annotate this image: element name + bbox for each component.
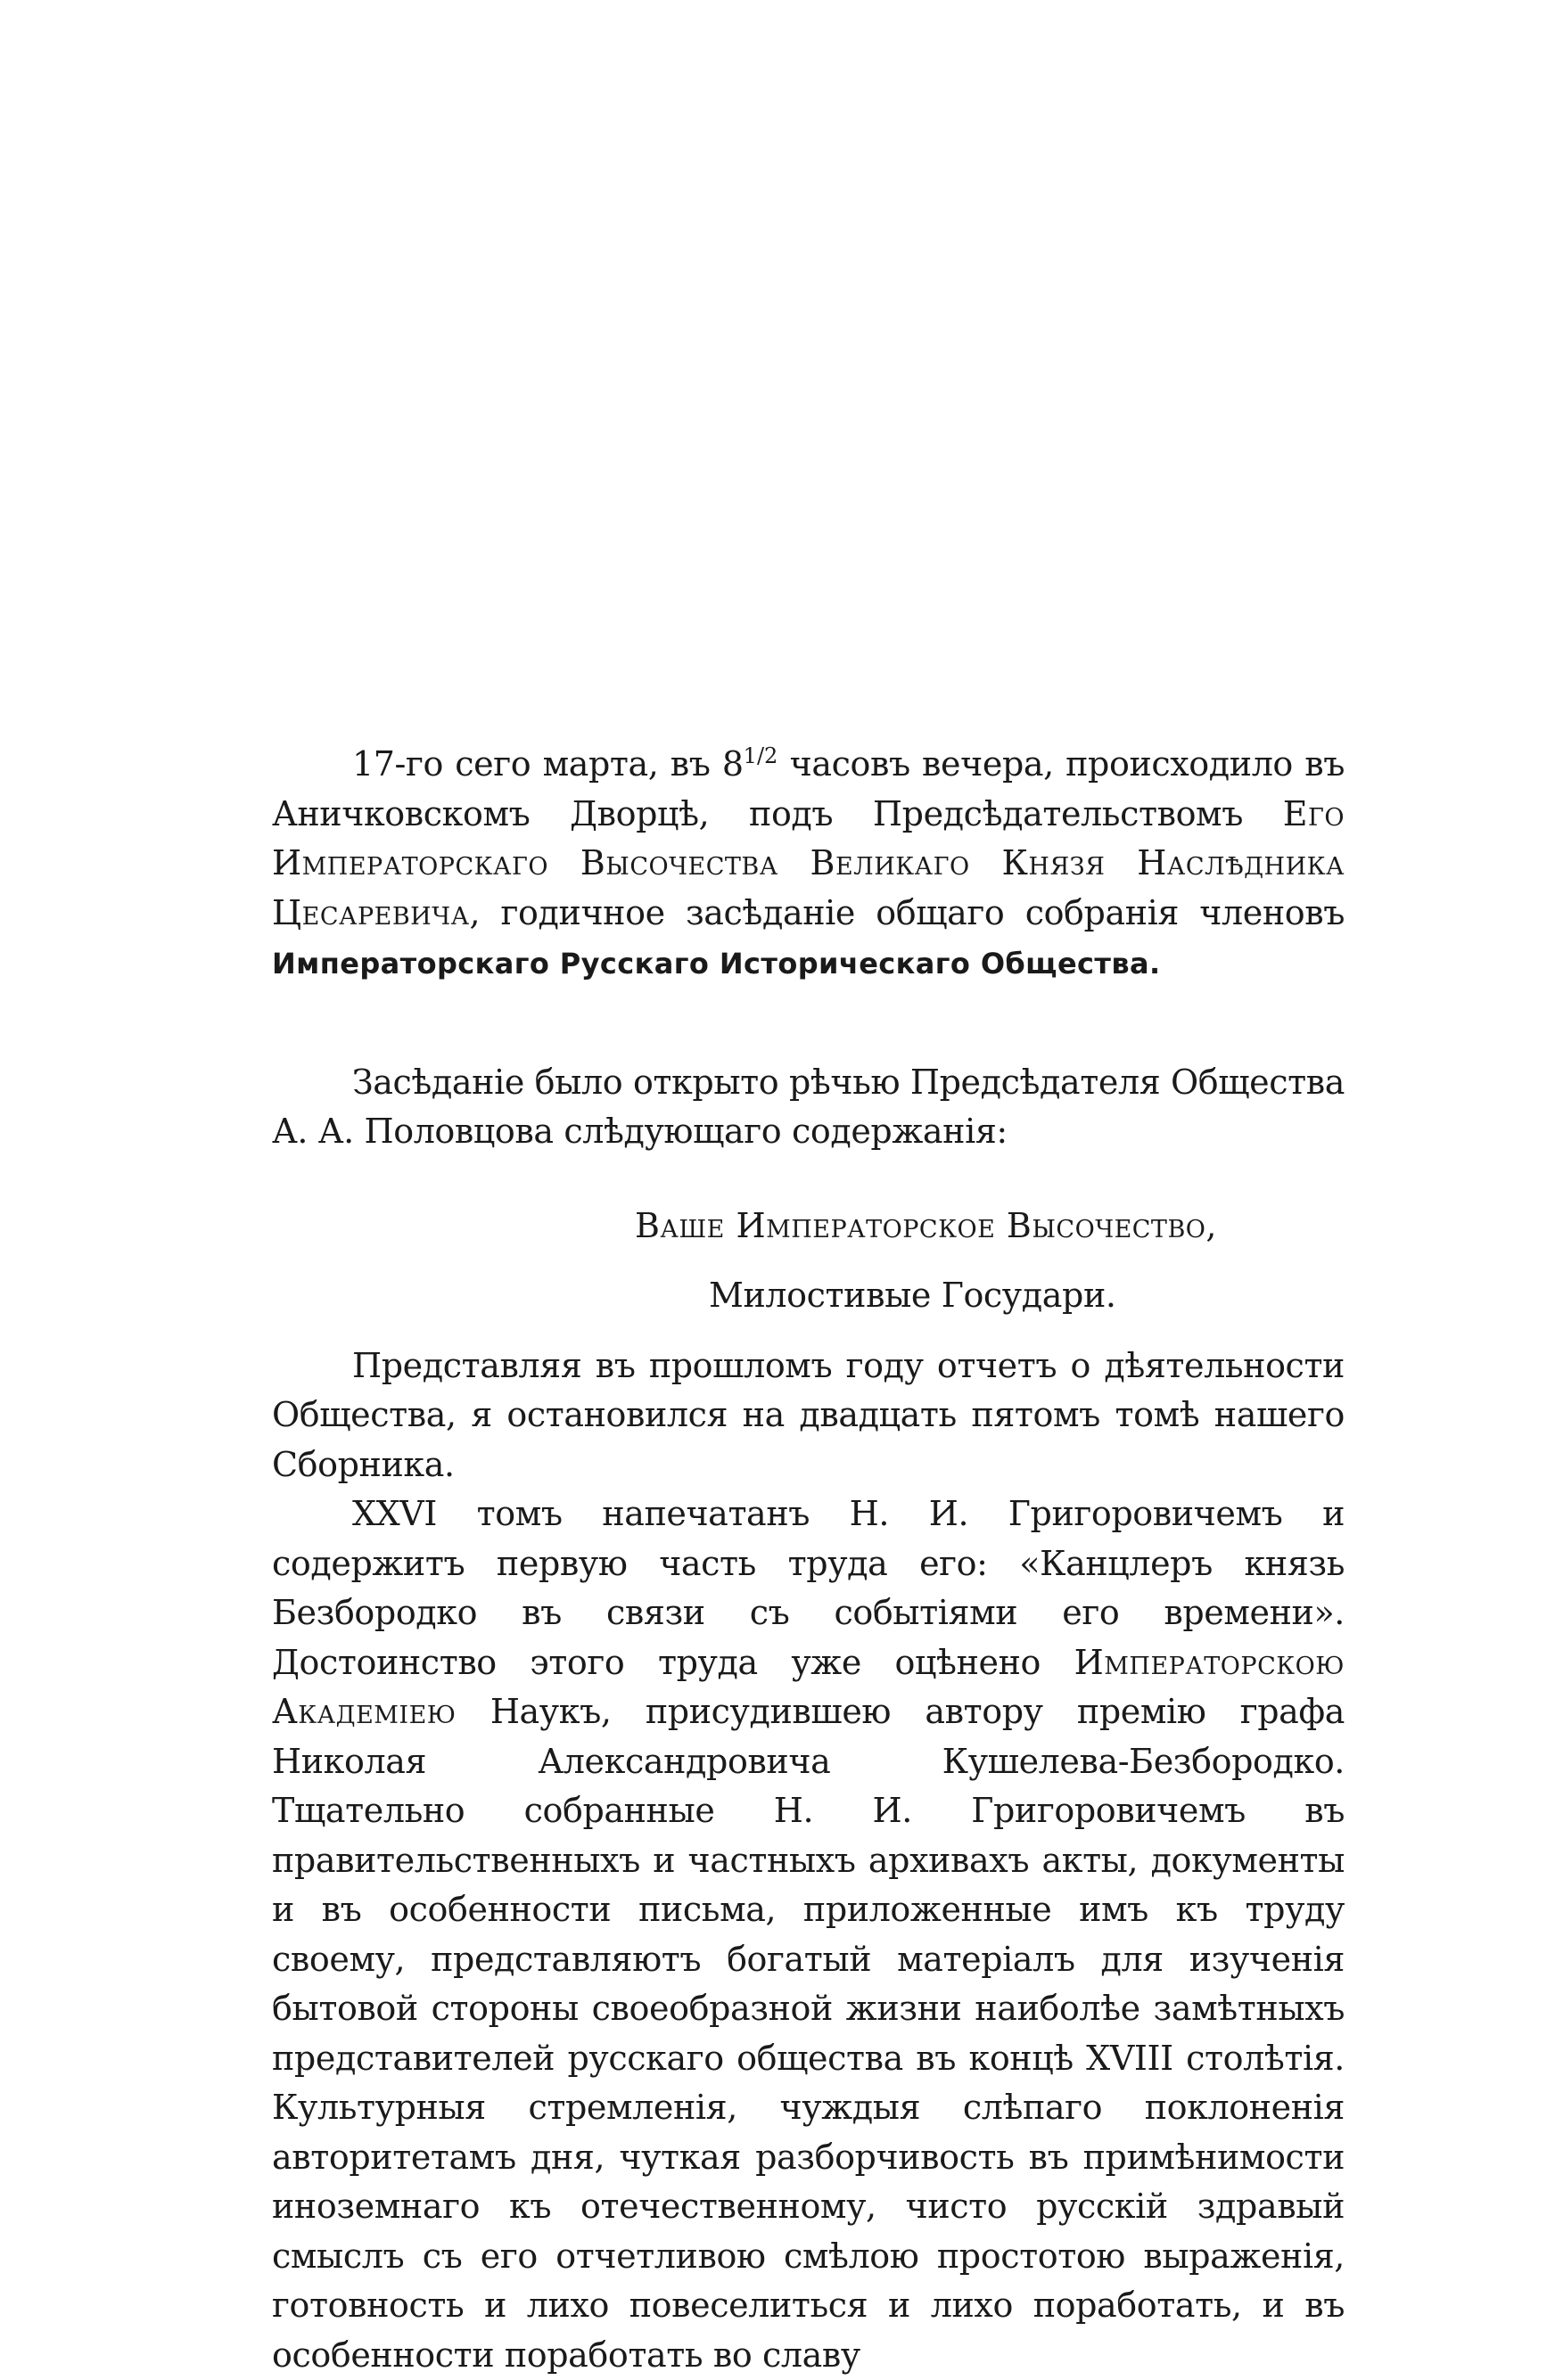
paragraph-1-part-3: , годичное засѣданіе общаго собранія членовъ: [469, 892, 1345, 932]
paragraph-1-part-1: 17-го сего марта, въ 8: [352, 744, 744, 784]
paragraph-meeting-intro: [272, 740, 1345, 989]
address-highness: Ваше Императорское Высочество,: [635, 1205, 1218, 1245]
paragraph-volume-xxvi: [272, 1490, 1345, 2380]
paragraph-4-part-2: Наукъ, присудившею автору премію графа Николая Александровича Кушелева-Безбородко. Тщательно собранные Н. И. Григоровичемъ въ правительственныхъ и частныхъ архивахъ акты, документы и въ особенности письма, приложенные имъ къ труду своему, представляютъ богатый матеріалъ для изученія бытовой стороны своеобразной жизни наиболѣе замѣтныхъ представителей русскаго общества въ концѣ XVIII столѣтія. Культурныя стремленія, чуждыя слѣпаго поклоненія авторитетамъ дня, чуткая разборчивость въ примѣнимости иноземнаго къ отечественному, чисто русскій здравый смыслъ съ его отчетливою смѣлою простотою выраженія, готовность и лихо повеселиться и лихо поработать, и въ особенности поработать во славу: [272, 1692, 1345, 2375]
society-name: Императорскаго Русскаго Историческаго Общества.: [272, 947, 1161, 981]
address-gentlemen: Милостивые Государи.: [709, 1276, 1116, 1315]
paragraph-1-part-2: часовъ вечера, происходило въ Аничковскомъ Дворцѣ, подъ Предсѣдательствомъ: [272, 744, 1345, 833]
academy-name: Императорскою Академіею: [272, 1642, 1345, 1731]
paragraph-last-year-report: Представляя въ прошломъ году отчетъ о дѣятельности Общества, я остановился на двадцать пятомъ томѣ нашего Сборника.: [272, 1345, 1345, 1484]
half-fraction: 1/2: [743, 743, 778, 768]
paragraph-speech-opening: Засѣданіе было открыто рѣчью Предсѣдателя Общества А. А. Половцова слѣдующаго содержанія:: [272, 1062, 1345, 1151]
paragraph-4-part-1: XXVI томъ напечатанъ Н. И. Григоровичемъ и содержитъ первую часть труда его: «Канцлеръ князь Безбородко въ связи съ событіями его времени». Достоинство этого труда уже оцѣнено: [272, 1494, 1345, 1682]
page-text: [272, 740, 1345, 2380]
highness-title: Его Императорскаго Высочества Великаго Князя Наслѣдника Цесаревича: [272, 793, 1345, 932]
